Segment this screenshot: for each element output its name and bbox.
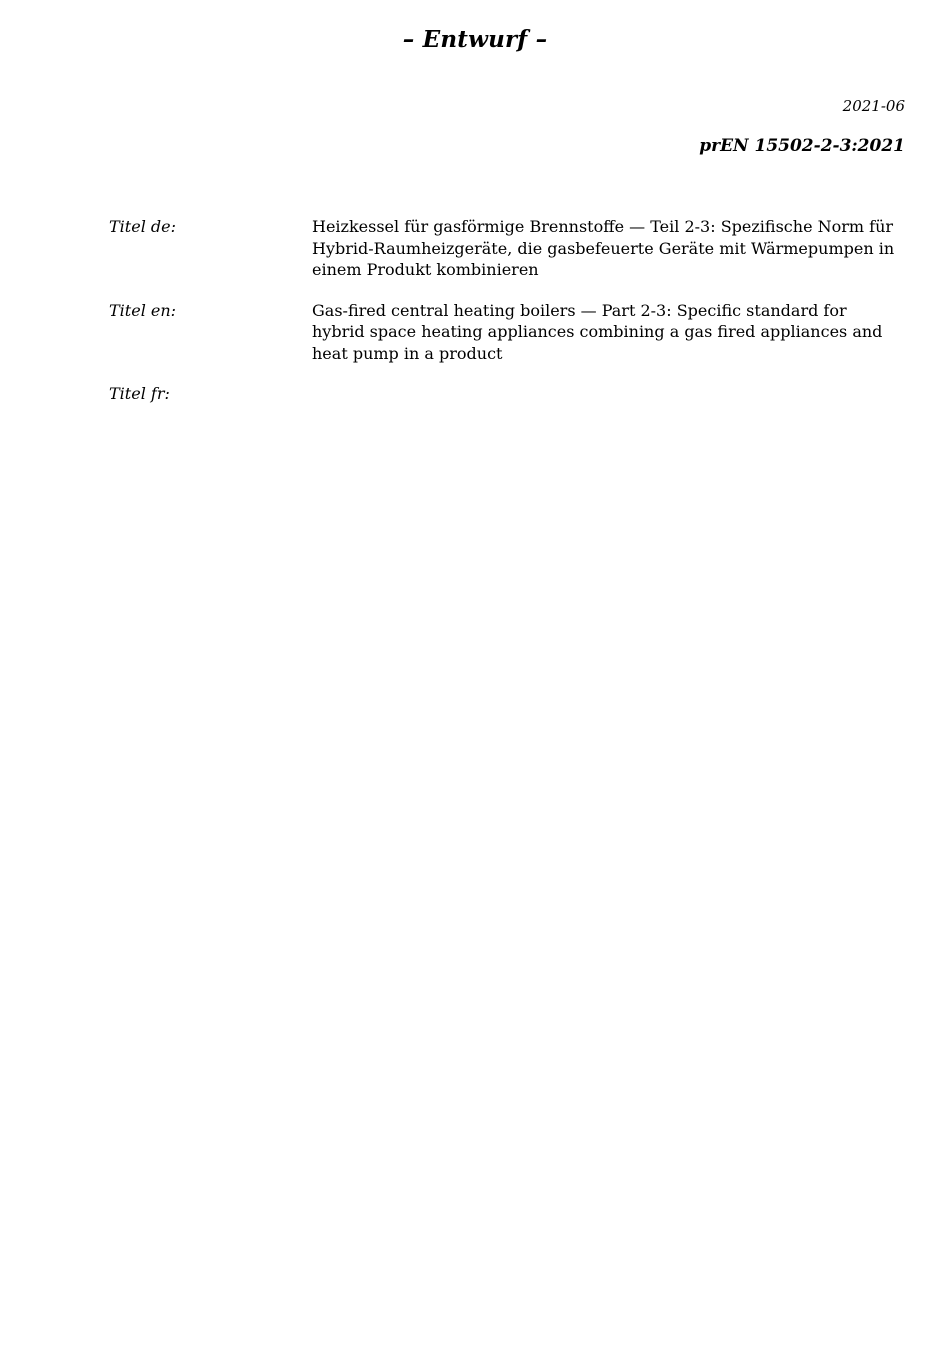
title-text-de: Heizkessel für gasförmige Brennstoffe — Teil 2-3: Spezifische Norm für Hybrid-Raumheizgeräte, die gasbefeuerte Geräte mit Wärmepumpen in einem Produkt kombinieren [312,217,895,279]
title-row-fr [109,383,905,405]
title-text-fr [312,383,905,405]
title-row-de [109,216,905,281]
document-date: 2021-06 [842,97,905,115]
draft-heading: – Entwurf – [402,26,548,53]
title-label-en: Titel en: [109,300,177,320]
title-label-fr: Titel fr: [109,384,170,403]
title-text-en: Gas-fired central heating boilers — Part 2-3: Specific standard for hybrid space heating appliances combining a gas fired appliances and heat pump in a product [312,300,883,363]
titles-section [109,216,905,424]
title-label-de: Titel de: [109,217,176,236]
title-row-en [109,300,905,365]
document-number: prEN 15502-2-3:2021 [699,136,905,156]
